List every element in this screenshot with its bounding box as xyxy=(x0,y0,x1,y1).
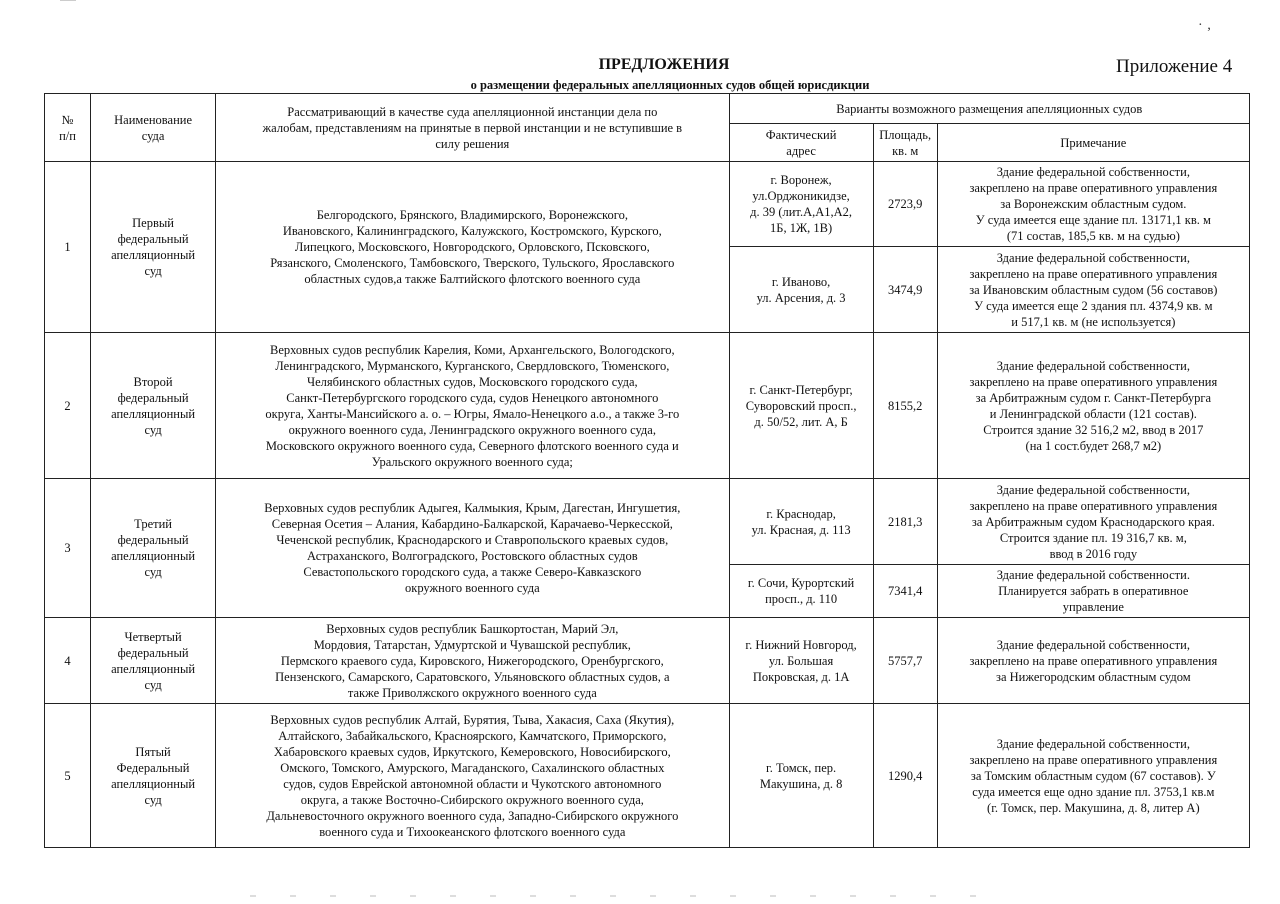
row-note: Здание федеральной собственности, закреплено на праве оперативного управления за Арбитражным судом г. Санкт-Петербурга и Ленинградской области (121 состав). Строится здание 32 516,2 м2, ввод в 2017 (на 1 сост.будет 268,7 м2) xyxy=(937,333,1249,479)
appendix-label: Приложение 4 xyxy=(1116,56,1233,77)
table-row xyxy=(45,162,1250,247)
table-row xyxy=(45,333,1250,479)
row-area: 3474,9 xyxy=(873,247,937,333)
scan-artifact-line xyxy=(60,0,76,1)
document-title: ПРЕДЛОЖЕНИЯ xyxy=(598,56,730,73)
row-address: г. Иваново, ул. Арсения, д. 3 xyxy=(729,247,873,333)
row-num: 2 xyxy=(45,333,91,479)
header-name: Наименование суда xyxy=(91,94,216,162)
header-note: Примечание xyxy=(937,124,1249,162)
header-description: Рассматривающий в качестве суда апелляционной инстанции дела по жалобам, представлениям на принятые в первой инстанции и не вступившие в силу решения xyxy=(216,94,729,162)
row-area: 2181,3 xyxy=(873,479,937,565)
row-description: Верховных судов республик Карелия, Коми, Архангельского, Вологодского, Ленинградского, Мурманского, Курганского, Свердловского, Тюменского, Челябинского областных судов, Московского городского суда, Санкт-Петербургского городского суда, судов Ненецкого автономного округа, Ханты-Мансийского а. о. – Югры, Ямало-Ненецкого а.о., а также 3-го окружного военного суда, Ленинградского окружного военного суда, Московского окружного военного суда, Северного флотского военного суда и Уральского окружного военного суда; xyxy=(216,333,729,479)
row-description: Верховных судов республик Алтай, Бурятия, Тыва, Хакасия, Саха (Якутия), Алтайского, Забайкальского, Красноярского, Камчатского, Приморского, Хабаровского краевых судов, Иркутского, Кемеровского, Новосибирского, Омского, Томского, Амурского, Магаданского, Сахалинского областных судов, судов Еврейской автономной области и Чукотского автономного округа, а также Восточно-Сибирского окружного военного суда, Дальневосточного окружного военного суда, Западно-Сибирского окружного военного суда и Тихоокеанского флотского военного суда xyxy=(216,704,729,848)
row-note: Здание федеральной собственности, закреплено на праве оперативного управления за Томским областным судом (67 составов). У суда имеется еще одно здание пл. 3753,1 кв.м (г. Томск, пер. Макушина, д. 8, литер А) xyxy=(937,704,1249,848)
row-area: 5757,7 xyxy=(873,618,937,704)
row-address: г. Томск, пер. Макушина, д. 8 xyxy=(729,704,873,848)
row-area: 2723,9 xyxy=(873,162,937,247)
row-area: 1290,4 xyxy=(873,704,937,848)
row-address: г. Воронеж, ул.Орджоникидзе, д. 39 (лит.А,А1,А2, 1Б, 1Ж, 1В) xyxy=(729,162,873,247)
row-note: Здание федеральной собственности, закреплено на праве оперативного управления за Арбитражным судом Краснодарского края. Строится здание пл. 19 316,7 кв. м, ввод в 2016 году xyxy=(937,479,1249,565)
row-court-name: Второй федеральный апелляционный суд xyxy=(91,333,216,479)
row-num: 3 xyxy=(45,479,91,618)
row-area: 7341,4 xyxy=(873,565,937,618)
row-num: 1 xyxy=(45,162,91,333)
row-court-name: Третий федеральный апелляционный суд xyxy=(91,479,216,618)
row-note: Здание федеральной собственности, закреплено на праве оперативного управления за Воронежским областным судом. У суда имеется еще здание пл. 13171,1 кв. м (71 состав, 185,5 кв. м на судью) xyxy=(937,162,1249,247)
header-num: № п/п xyxy=(45,94,91,162)
row-court-name: Четвертый федеральный апелляционный суд xyxy=(91,618,216,704)
header-area: Площадь, кв. м xyxy=(873,124,937,162)
row-court-name: Первый федеральный апелляционный суд xyxy=(91,162,216,333)
row-description: Верховных судов республик Адыгея, Калмыкия, Крым, Дагестан, Ингушетия, Северная Осетия – Алания, Кабардино-Балкарской, Карачаево-Черкесской, Чеченской республик, Краснодарского и Ставропольского краевых судов, Астраханского, Волгоградского, Ростовского областных судов Севастопольского городского суда, а также Северо-Кавказского окружного военного суда xyxy=(216,479,729,618)
row-num: 5 xyxy=(45,704,91,848)
row-address: г. Сочи, Курортский просп., д. 110 xyxy=(729,565,873,618)
row-address: г. Нижний Новгород, ул. Большая Покровская, д. 1А xyxy=(729,618,873,704)
scan-artifact-bottom xyxy=(250,895,1010,897)
courts-table xyxy=(44,93,1250,848)
row-address: г. Краснодар, ул. Красная, д. 113 xyxy=(729,479,873,565)
table-row xyxy=(45,704,1250,848)
row-address: г. Санкт-Петербург, Суворовский просп., д. 50/52, лит. А, Б xyxy=(729,333,873,479)
scan-artifact-dots: ·‚ xyxy=(1198,18,1216,33)
row-note: Здание федеральной собственности, закреплено на праве оперативного управления за Нижегородским областным судом xyxy=(937,618,1249,704)
table-row xyxy=(45,479,1250,565)
row-area: 8155,2 xyxy=(873,333,937,479)
row-court-name: Пятый Федеральный апелляционный суд xyxy=(91,704,216,848)
row-note: Здание федеральной собственности, закреплено на праве оперативного управления за Ивановским областным судом (56 составов) У суда имеется еще 2 здания пл. 4374,9 кв. м и 517,1 кв. м (не используется) xyxy=(937,247,1249,333)
row-num: 4 xyxy=(45,618,91,704)
header-address: Фактический адрес xyxy=(729,124,873,162)
table-row xyxy=(45,618,1250,704)
row-note: Здание федеральной собственности. Планируется забрать в оперативное управление xyxy=(937,565,1249,618)
row-description: Белгородского, Брянского, Владимирского, Воронежского, Ивановского, Калининградского, Калужского, Костромского, Курского, Липецкого, Московского, Новгородского, Орловского, Псковского, Рязанского, Смоленского, Тамбовского, Тверского, Тульского, Ярославского областных судов,а также Балтийского флотского военного суда xyxy=(216,162,729,333)
row-description: Верховных судов республик Башкортостан, Марий Эл, Мордовия, Татарстан, Удмуртской и Чувашской республик, Пермского краевого суда, Кировского, Нижегородского, Оренбургского, Пензенского, Самарского, Саратовского, Ульяновского областных судов, а также Приволжского окружного военного суда xyxy=(216,618,729,704)
header-variants: Варианты возможного размещения апелляционных судов xyxy=(729,94,1249,124)
document-subtitle: о размещении федеральных апелляционных судов общей юрисдикции xyxy=(470,78,870,92)
